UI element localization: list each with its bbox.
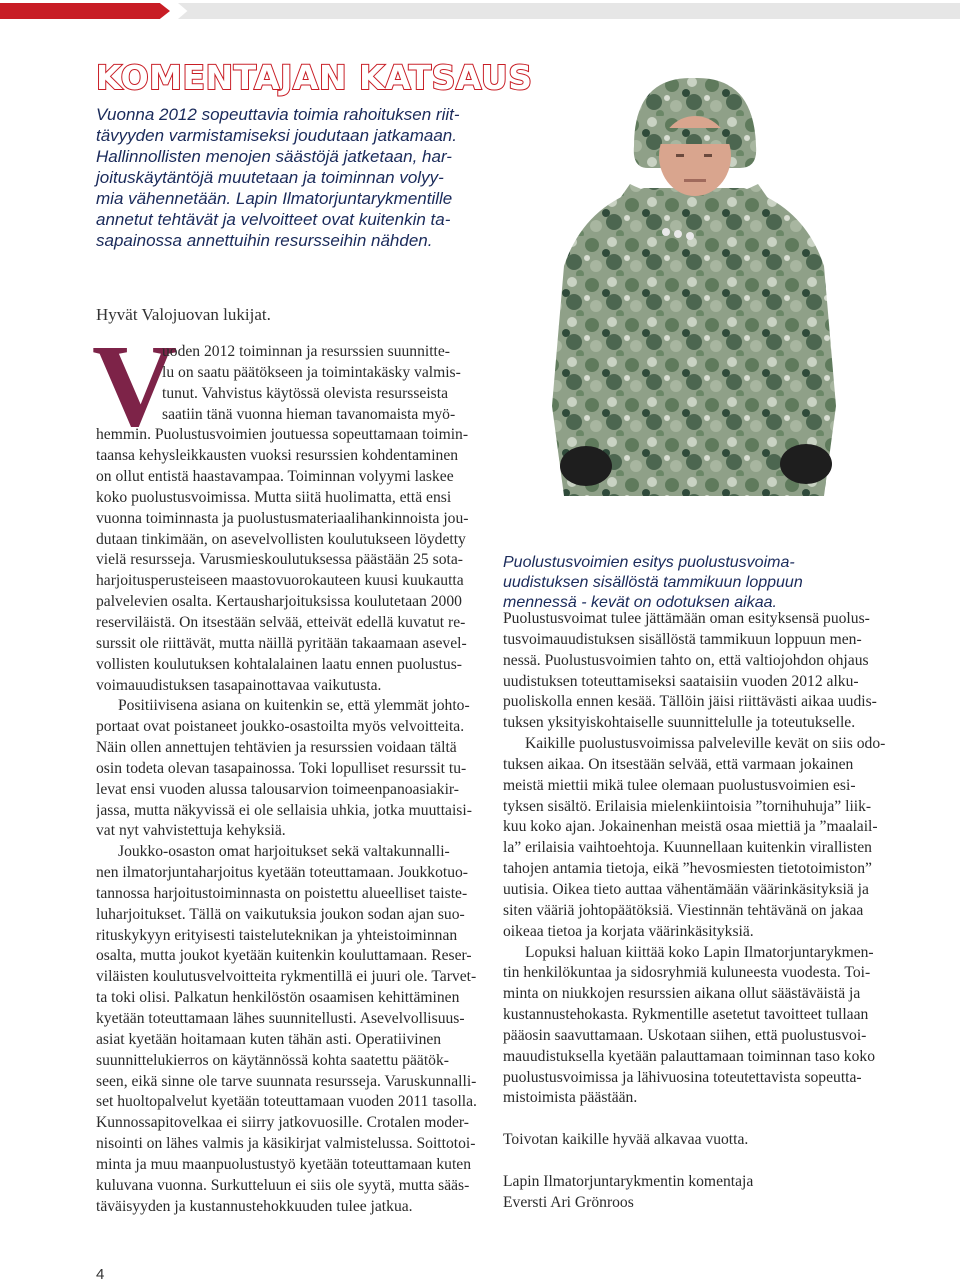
text-line: nisointi on lähes valmis ja käsikirjat valmistelussa. Soittotoi-	[96, 1135, 476, 1153]
text-line: on ollut entistä haastavampaa. Toiminnan volyymi laskee	[96, 468, 454, 486]
text-line: taansa kehysleikkausten vuoksi resurssien kohdentaminen	[96, 447, 459, 465]
lead-paragraph	[96, 104, 480, 251]
caption-line: Puolustusvoimien esitys puolustusvoima-	[503, 554, 795, 571]
text-line: vat nyt vahvistettuja kehyksiä.	[96, 822, 286, 840]
text-line: Lapin Ilmatorjuntarykmentin komentaja	[503, 1172, 754, 1190]
text-line: suunnittelukierros on käytännössä kohta saatettu päätök-	[96, 1051, 449, 1069]
text-line: kuluvana vuonna. Surkutteluun ei siis ole syytä, mutta sääs-	[96, 1176, 470, 1194]
article-column-left	[96, 342, 480, 1217]
text-line: kyetään toteuttamaan lähes suunnitellusti. Asevelvollisuus-	[96, 1010, 465, 1027]
text-line: asiat kyetään hoitamaan kuten tähän asti. Operatiivinen	[96, 1030, 442, 1048]
text-line: koko puolustusvoimissa. Mutta siitä huolimatta, että ensi	[96, 488, 452, 506]
page-title: KOMENTAJAN KATSAUS	[96, 58, 533, 97]
text-line: harjoitusperusteiseen maastovuorokauteen kuusi kuukautta	[96, 572, 464, 590]
drop-cap: V	[92, 320, 178, 451]
lead-line: Hallinnollisten menojen säästöjä jatketaan, har-	[96, 147, 452, 166]
text-line: la” erilaisia vaihtoehtoja. Kuunnellaan kuitenkin virallisten	[503, 839, 872, 857]
text-line: Joukko-osaston omat harjoitukset sekä valtakunnalli-	[118, 843, 450, 861]
lead-line: annetut tehtävät ja velvoitteet ovat kuitenkin ta-	[96, 210, 451, 229]
text-line: Puolustusvoimat tulee jättämään oman esityksensä puolus-	[503, 610, 870, 627]
greeting: Hyvät Valojuovan lukijat.	[96, 305, 271, 324]
text-line: pääosin saavuttamaan. Uskotaan siihen, että puolustusvoi-	[503, 1026, 867, 1044]
text-line: uoden 2012 toiminnan ja resurssien suunnitte-	[162, 343, 451, 360]
text-line: tuksen yksityiskohtaiselle suunnittelulle ja toteutukselle.	[503, 714, 856, 732]
text-line: set huoltopalvelut kyetään toteuttamaan vuoden 2011 tasolla.	[96, 1093, 477, 1111]
text-line: minta ja muu maanpuolustustyö kyetään toteuttamaan kuten	[96, 1155, 472, 1173]
photo-caption	[503, 553, 887, 613]
text-line: kuu koko ajan. Jokainenhan meistä osaa miettiä ja ”maalail-	[503, 818, 878, 836]
text-line: nessä. Puolustusvoimien tahto on, että valtiojohdon ohjaus	[503, 651, 869, 669]
text-line: jassa, mutta näkyvissä ei ole sellaisia uhkia, jotka muuttaisi-	[96, 801, 472, 819]
commander-photo	[544, 76, 844, 496]
text-line: rituskykyyn erityisesti taisteluteknikan ja yhteistoiminnan	[96, 926, 458, 944]
text-line: Toivotan kaikille hyvää alkavaa vuotta.	[503, 1131, 749, 1149]
text-line: kustannustehokasta. Rykmentille asetetut tavoitteet tullaan	[503, 1006, 869, 1024]
lead-line: Vuonna 2012 sopeuttavia toimia rahoituksen riit-	[96, 105, 460, 124]
text-line: uudistuksen toteuttamiseksi saataisiin vuoden 2012 alku-	[503, 672, 859, 690]
text-line: luharjoitukset. Tällä on vaikutuksia joukon sodan ajan suo-	[96, 905, 465, 923]
text-line: reserviläistä. On itsestään selvää, etteivät edellä kuvatut re-	[96, 613, 466, 631]
text-line: Näin ollen annettujen tehtävien ja resurssien voidaan tältä	[96, 739, 457, 757]
text-line: puolustusvoimissa ja lähivuosina toteutettavista sopeutta-	[503, 1068, 862, 1086]
caption-line: mennessä - kevät on odotuksen aikaa.	[503, 594, 777, 611]
lead-line: joituskäytäntöjä muutetaan ja toiminnan volyy-	[96, 168, 444, 187]
text-line: voimauudistuksen tasapainottavaa vaikutusta.	[96, 676, 382, 694]
text-line: vuonna toiminnasta ja puolustusmateriaalihankinnoista jou-	[96, 509, 469, 527]
text-line: Lopuksi haluan kiittää koko Lapin Ilmatorjuntarykmen-	[525, 943, 874, 961]
text-line: tahojen antamia tietoja, eikä ”hevosmiesten tietotoimiston”	[503, 860, 872, 878]
text-line: Eversti Ari Grönroos	[503, 1193, 634, 1211]
text-line: Positiivisena asiana on kuitenkin se, että ylemmät johto-	[118, 697, 470, 715]
page-number: 4	[96, 1266, 105, 1283]
text-line: tyksen sisältö. Erilaisia mielenkiintoisia ”tornihuhuja” liik-	[503, 797, 872, 815]
text-line: tannossa harjoitustoiminnasta on poistettu alueelliset taiste-	[96, 884, 468, 902]
caption-line: uudistuksen sisällöstä tammikuun loppuun	[503, 574, 803, 591]
text-line: osin todeta olevan tasapainossa. Toki lopulliset resurssit tu-	[96, 759, 467, 777]
lead-line: mia vähennetään. Lapin Ilmatorjuntarykmentille	[96, 189, 453, 208]
red-arrow-band	[0, 3, 170, 19]
grey-arrow-band	[178, 3, 960, 19]
text-line: levat ensi vuoden alussa talousarvion toimeenpanoasiakir-	[96, 780, 460, 798]
text-line: surssit ole riittävät, mutta näillä pyritään takaamaan asevel-	[96, 634, 467, 652]
text-line: nen ilmatorjuntaharjoitus kyetään toteuttamaan. Joukkotuo-	[96, 864, 468, 882]
text-line: mistoimista päästään.	[503, 1089, 638, 1107]
text-line: meistä miettii mikä tulee olemaan puolustusvoimien esi-	[503, 776, 856, 794]
text-line: hemmin. Puolustusvoimien joutuessa sopeuttamaan toimin-	[96, 426, 469, 444]
text-line: portaat ovat poistaneet joukko-osastoilta myös velvoitteita.	[96, 718, 465, 736]
text-line: mauudistuksella kyetään palauttamaan toiminnan taso koko	[503, 1047, 875, 1065]
text-line: tin henkilökuntaa ja sidosryhmiä kuluneesta vuodesta. Toi-	[503, 964, 871, 982]
top-decoration-bar	[0, 0, 960, 22]
lead-line: tävyyden varmistamiseksi joudutaan jatkamaan.	[96, 126, 457, 145]
text-line: siten vääriä johtopäätöksiä. Viestinnän tehtävänä on jakaa	[503, 901, 864, 919]
text-line: Kaikille puolustusvoimissa palveleville kevät on siis odo-	[525, 735, 886, 753]
text-line: vollisten koulutuksen kohtalalainen laatu ennen puolustus-	[96, 655, 462, 673]
text-line: tusvoimauudistuksen sisällöstä tammikuun loppuun men-	[503, 630, 862, 648]
text-line: palvelevien osalta. Kertausharjoituksissa koulutetaan 2000	[96, 593, 462, 611]
text-line: Kunnossapitovelkaa ei siirry jatkovuosille. Crotalen moder-	[96, 1114, 469, 1132]
text-line: saatiin tänä vuonna hieman tavanomaista myö-	[162, 405, 456, 423]
text-line: oikeaa tietoa ja korjata väärinkäsityksiä.	[503, 922, 754, 940]
text-line: viläisten koulutusvelvoitteita rykmentillä ei juuri ole. Tarvet-	[96, 968, 477, 986]
text-line: osalta, mutta joukot kyetään kuitenkin kouluttamaan. Reser-	[96, 947, 472, 965]
text-line: vielä resursseja. Varusmieskoulutuksessa päästään 25 sota-	[96, 551, 463, 569]
lead-line: sapainossa annettuihin resursseihin nähden.	[96, 231, 433, 250]
text-line: dutaan tinkimään, on asevelvollisten koulutukseen löydetty	[96, 530, 466, 548]
text-line: puoliskolla ennen kesää. Tällöin jäisi riittävästi aikaa uudis-	[503, 693, 877, 711]
text-line: ta toki olisi. Palkatun henkilöstön osaamisen kehittäminen	[96, 989, 460, 1007]
text-line: tuksen aikaa. On itsestään selvää, että varmaan jokainen	[503, 755, 854, 773]
text-line: seen, eikä sinne ole tarve suunnata resursseja. Varuskunnalli-	[96, 1072, 477, 1090]
text-line: uutisia. Oikea tieto auttaa vähentämään väärinkäsityksiä ja	[503, 880, 869, 898]
article-column-right	[503, 609, 887, 1213]
text-line: täväisyyden ja kustannustehokkuuden tulee jatkua.	[96, 1197, 413, 1215]
text-line: tunut. Vahvistus käytössä olevista resursseista	[162, 384, 449, 402]
text-line: minta on niukkojen resurssien aikana ollut säästäväistä ja	[503, 985, 861, 1003]
text-line: lu on saatu päätökseen ja toimintakäsky valmis-	[162, 363, 461, 381]
